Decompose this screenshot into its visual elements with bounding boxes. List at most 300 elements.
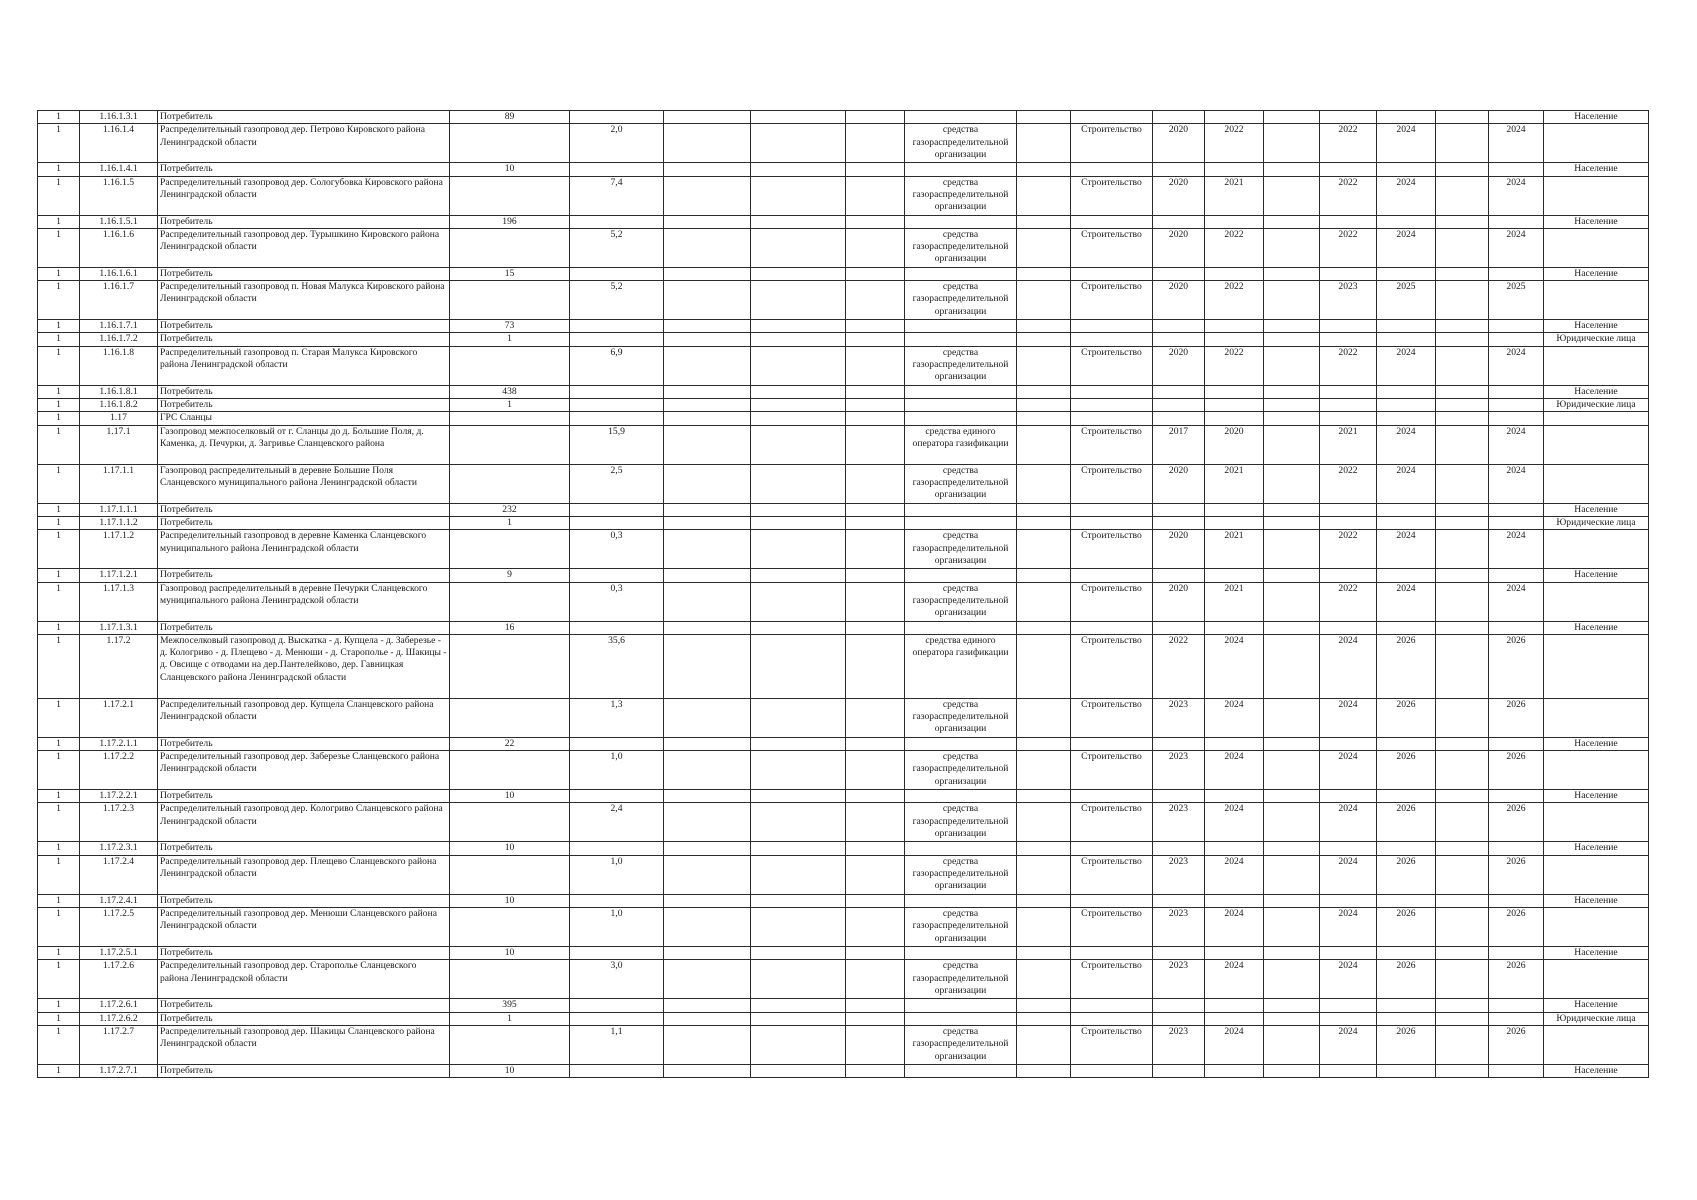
length-cell: 2,4 [570,803,664,842]
consumers-cell: 22 [450,737,570,750]
table-row [38,999,1649,1012]
stage2-start-cell [1320,947,1377,960]
stage2-end-cell: 2024 [1377,228,1436,267]
empty-cell [1436,228,1489,267]
start-year-cell: 2023 [1153,960,1205,999]
category-cell: Население [1544,163,1649,176]
commissioning-year-cell: 2024 [1489,176,1544,215]
empty-cell [1264,228,1320,267]
empty-cell [846,790,905,803]
name-cell: Потребитель [158,790,450,803]
empty-cell [1436,425,1489,464]
name-cell: Распределительный газопровод дер. Сологубовка Кировского района Ленинградской области [158,176,450,215]
empty-cell [846,842,905,855]
consumers-cell: 10 [450,947,570,960]
col-1-cell: 1 [38,425,80,464]
work-type-cell: Строительство [1071,855,1153,894]
table-row [38,464,1649,503]
table-row [38,634,1649,698]
empty-cell [664,621,751,634]
col-1-cell: 1 [38,803,80,842]
number-cell: 1.17.2.6.1 [80,999,158,1012]
name-cell: Распределительный газопровод дер. Заберезье Сланцевского района Ленинградской области [158,751,450,790]
funding-cell: средства газораспределительной организации [905,228,1017,267]
empty-cell [846,425,905,464]
number-cell: 1.16.1.4 [80,124,158,163]
table-row [38,855,1649,894]
work-type-cell [1071,999,1153,1012]
table-row [38,803,1649,842]
table-row [38,399,1649,412]
consumers-cell: 10 [450,842,570,855]
stage2-end-cell [1377,215,1436,228]
number-cell: 1.17.2.6 [80,960,158,999]
funding-cell: средства газораспределительной организации [905,751,1017,790]
empty-cell [1017,176,1071,215]
empty-cell [1436,698,1489,737]
start-year-cell: 2023 [1153,855,1205,894]
commissioning-year-cell [1489,1012,1544,1025]
stage2-end-cell: 2026 [1377,803,1436,842]
commissioning-year-cell [1489,947,1544,960]
commissioning-year-cell [1489,516,1544,529]
consumers-cell [450,855,570,894]
end-year-cell [1205,516,1264,529]
empty-cell [751,530,846,569]
stage2-start-cell: 2024 [1320,698,1377,737]
number-cell: 1.16.1.6 [80,228,158,267]
work-type-cell: Строительство [1071,908,1153,947]
consumers-cell [450,281,570,320]
empty-cell [664,790,751,803]
consumers-cell [450,124,570,163]
empty-cell [1264,698,1320,737]
empty-cell [1436,530,1489,569]
commissioning-year-cell: 2025 [1489,281,1544,320]
commissioning-year-cell [1489,399,1544,412]
consumers-cell: 232 [450,503,570,516]
empty-cell [1017,960,1071,999]
commissioning-year-cell [1489,1064,1544,1077]
start-year-cell [1153,569,1205,582]
length-cell [570,999,664,1012]
stage2-start-cell: 2024 [1320,803,1377,842]
empty-cell [1436,947,1489,960]
work-type-cell [1071,737,1153,750]
stage2-end-cell: 2026 [1377,855,1436,894]
name-cell: Потребитель [158,1012,450,1025]
empty-cell [1017,908,1071,947]
empty-cell [1436,999,1489,1012]
empty-cell [846,621,905,634]
empty-cell [846,215,905,228]
empty-cell [664,908,751,947]
empty-cell [1264,267,1320,280]
empty-cell [1436,737,1489,750]
category-cell [1544,803,1649,842]
empty-cell [1436,503,1489,516]
work-type-cell: Строительство [1071,1025,1153,1064]
end-year-cell [1205,320,1264,333]
empty-cell [1017,1064,1071,1077]
table-row [38,124,1649,163]
category-cell [1544,698,1649,737]
length-cell [570,385,664,398]
length-cell: 6,9 [570,346,664,385]
number-cell: 1.16.1.7 [80,281,158,320]
category-cell [1544,1025,1649,1064]
col-1-cell: 1 [38,698,80,737]
funding-cell [905,320,1017,333]
consumers-cell [450,464,570,503]
stage2-start-cell: 2024 [1320,908,1377,947]
category-cell: Население [1544,267,1649,280]
start-year-cell: 2020 [1153,176,1205,215]
number-cell: 1.16.1.6.1 [80,267,158,280]
empty-cell [1436,267,1489,280]
end-year-cell: 2021 [1205,464,1264,503]
start-year-cell [1153,320,1205,333]
work-type-cell [1071,1012,1153,1025]
commissioning-year-cell: 2026 [1489,908,1544,947]
empty-cell [846,281,905,320]
work-type-cell: Строительство [1071,228,1153,267]
work-type-cell: Строительство [1071,698,1153,737]
end-year-cell [1205,842,1264,855]
col-1-cell: 1 [38,412,80,425]
end-year-cell: 2024 [1205,1025,1264,1064]
end-year-cell [1205,215,1264,228]
funding-cell: средства газораспределительной организации [905,124,1017,163]
col-1-cell: 1 [38,894,80,907]
category-cell: Население [1544,999,1649,1012]
name-cell: Потребитель [158,999,450,1012]
funding-cell [905,842,1017,855]
empty-cell [751,960,846,999]
table-row [38,346,1649,385]
empty-cell [846,908,905,947]
stage2-end-cell: 2024 [1377,124,1436,163]
empty-cell [664,516,751,529]
consumers-cell: 1 [450,1012,570,1025]
start-year-cell: 2020 [1153,464,1205,503]
category-cell [1544,281,1649,320]
table-row [38,1012,1649,1025]
empty-cell [751,320,846,333]
empty-cell [664,281,751,320]
table-row [38,516,1649,529]
empty-cell [1264,346,1320,385]
number-cell: 1.17.2.5 [80,908,158,947]
col-1-cell: 1 [38,399,80,412]
empty-cell [1017,1012,1071,1025]
end-year-cell: 2024 [1205,855,1264,894]
start-year-cell [1153,267,1205,280]
col-1-cell: 1 [38,582,80,621]
funding-cell [905,999,1017,1012]
end-year-cell [1205,503,1264,516]
empty-cell [1264,503,1320,516]
empty-cell [846,960,905,999]
empty-cell [846,228,905,267]
empty-cell [1017,621,1071,634]
table-row [38,228,1649,267]
start-year-cell: 2017 [1153,425,1205,464]
number-cell: 1.17.2.1.1 [80,737,158,750]
empty-cell [664,855,751,894]
name-cell: Потребитель [158,621,450,634]
start-year-cell: 2020 [1153,346,1205,385]
empty-cell [664,894,751,907]
funding-cell: средства газораспределительной организации [905,803,1017,842]
empty-cell [1436,1025,1489,1064]
name-cell: Потребитель [158,163,450,176]
empty-cell [664,842,751,855]
table-row [38,163,1649,176]
stage2-end-cell: 2025 [1377,281,1436,320]
work-type-cell: Строительство [1071,634,1153,698]
funding-cell: средства газораспределительной организации [905,855,1017,894]
funding-cell [905,503,1017,516]
consumers-cell [450,582,570,621]
name-cell: Потребитель [158,333,450,346]
name-cell: Потребитель [158,267,450,280]
empty-cell [1017,894,1071,907]
category-cell: Население [1544,621,1649,634]
stage2-start-cell: 2022 [1320,176,1377,215]
empty-cell [1017,346,1071,385]
empty-cell [846,1025,905,1064]
length-cell [570,111,664,124]
number-cell: 1.17.2.6.2 [80,1012,158,1025]
name-cell: ГРС Сланцы [158,412,450,425]
empty-cell [846,412,905,425]
work-type-cell [1071,333,1153,346]
number-cell: 1.17.2.3 [80,803,158,842]
col-1-cell: 1 [38,124,80,163]
commissioning-year-cell [1489,163,1544,176]
empty-cell [1017,803,1071,842]
empty-cell [1017,464,1071,503]
empty-cell [1264,281,1320,320]
empty-cell [1264,894,1320,907]
empty-cell [1017,385,1071,398]
empty-cell [1436,582,1489,621]
empty-cell [751,385,846,398]
table-row [38,569,1649,582]
empty-cell [664,399,751,412]
consumers-cell: 395 [450,999,570,1012]
stage2-end-cell: 2026 [1377,908,1436,947]
number-cell: 1.17.2.1 [80,698,158,737]
length-cell: 0,3 [570,530,664,569]
consumers-cell [450,346,570,385]
number-cell: 1.16.1.5 [80,176,158,215]
length-cell [570,267,664,280]
commissioning-year-cell [1489,842,1544,855]
empty-cell [846,163,905,176]
start-year-cell: 2023 [1153,908,1205,947]
table-row [38,908,1649,947]
end-year-cell: 2022 [1205,281,1264,320]
empty-cell [751,1025,846,1064]
start-year-cell: 2020 [1153,582,1205,621]
empty-cell [846,346,905,385]
empty-cell [1017,737,1071,750]
start-year-cell [1153,621,1205,634]
start-year-cell [1153,999,1205,1012]
start-year-cell: 2023 [1153,698,1205,737]
commissioning-year-cell: 2026 [1489,855,1544,894]
category-cell [1544,425,1649,464]
empty-cell [664,228,751,267]
col-1-cell: 1 [38,281,80,320]
table-row [38,530,1649,569]
stage2-end-cell [1377,412,1436,425]
length-cell [570,1012,664,1025]
length-cell [570,399,664,412]
length-cell [570,163,664,176]
commissioning-year-cell [1489,412,1544,425]
number-cell: 1.17.1.1.2 [80,516,158,529]
table-row [38,1064,1649,1077]
stage2-end-cell [1377,621,1436,634]
empty-cell [846,751,905,790]
empty-cell [751,790,846,803]
number-cell: 1.17.2.4 [80,855,158,894]
empty-cell [664,176,751,215]
empty-cell [1017,399,1071,412]
consumers-cell: 10 [450,894,570,907]
consumers-cell: 1 [450,399,570,412]
consumers-cell [450,412,570,425]
table-body [38,111,1649,1078]
empty-cell [1436,960,1489,999]
empty-cell [664,1012,751,1025]
empty-cell [846,530,905,569]
stage2-end-cell [1377,947,1436,960]
stage2-start-cell [1320,1064,1377,1077]
category-cell: Население [1544,569,1649,582]
stage2-start-cell: 2022 [1320,582,1377,621]
empty-cell [664,346,751,385]
end-year-cell: 2022 [1205,124,1264,163]
name-cell: Межпоселковый газопровод д. Выскатка - д. Купцела - д. Заберезье - д. Кологриво - д. Плещево - д. Менюши - д. Старополье - д. Шакицы - д. Овсище с отводами на дер.Пантелейково, дер. Гавницкая Сланцевского района Ленинградской области [158,634,450,698]
funding-cell [905,267,1017,280]
empty-cell [846,399,905,412]
end-year-cell [1205,621,1264,634]
funding-cell [905,412,1017,425]
start-year-cell [1153,790,1205,803]
consumers-cell: 73 [450,320,570,333]
work-type-cell [1071,503,1153,516]
end-year-cell [1205,947,1264,960]
empty-cell [1436,1012,1489,1025]
empty-cell [751,894,846,907]
number-cell: 1.17.1.1.1 [80,503,158,516]
col-1-cell: 1 [38,267,80,280]
work-type-cell [1071,267,1153,280]
empty-cell [664,385,751,398]
funding-cell: средства газораспределительной организации [905,1025,1017,1064]
category-cell: Население [1544,842,1649,855]
length-cell [570,947,664,960]
consumers-cell [450,228,570,267]
stage2-start-cell: 2022 [1320,530,1377,569]
commissioning-year-cell [1489,621,1544,634]
category-cell [1544,855,1649,894]
commissioning-year-cell [1489,333,1544,346]
number-cell: 1.16.1.3.1 [80,111,158,124]
empty-cell [1436,634,1489,698]
end-year-cell: 2024 [1205,634,1264,698]
empty-cell [751,163,846,176]
name-cell: Распределительный газопровод дер. Кологриво Сланцевского района Ленинградской области [158,803,450,842]
funding-cell: средства газораспределительной организации [905,281,1017,320]
consumers-cell: 438 [450,385,570,398]
category-cell: Население [1544,215,1649,228]
stage2-start-cell: 2021 [1320,425,1377,464]
col-1-cell: 1 [38,842,80,855]
consumers-cell [450,908,570,947]
empty-cell [751,228,846,267]
empty-cell [751,803,846,842]
empty-cell [1017,569,1071,582]
commissioning-year-cell: 2026 [1489,1025,1544,1064]
stage2-start-cell [1320,516,1377,529]
category-cell: Юридические лица [1544,516,1649,529]
start-year-cell: 2020 [1153,530,1205,569]
number-cell: 1.17.1 [80,425,158,464]
empty-cell [751,124,846,163]
empty-cell [664,124,751,163]
empty-cell [751,908,846,947]
stage2-start-cell [1320,412,1377,425]
empty-cell [664,582,751,621]
name-cell: Распределительный газопровод дер. Шакицы Сланцевского района Ленинградской области [158,1025,450,1064]
empty-cell [1017,582,1071,621]
col-1-cell: 1 [38,163,80,176]
end-year-cell [1205,1012,1264,1025]
empty-cell [751,425,846,464]
funding-cell [905,333,1017,346]
category-cell [1544,751,1649,790]
length-cell [570,503,664,516]
consumers-cell [450,698,570,737]
empty-cell [1017,751,1071,790]
col-1-cell: 1 [38,621,80,634]
name-cell: Распределительный газопровод дер. Петрово Кировского района Ленинградской области [158,124,450,163]
end-year-cell: 2024 [1205,803,1264,842]
funding-cell [905,569,1017,582]
stage2-end-cell: 2024 [1377,425,1436,464]
empty-cell [751,621,846,634]
commissioning-year-cell: 2024 [1489,425,1544,464]
empty-cell [751,855,846,894]
empty-cell [846,385,905,398]
stage2-start-cell [1320,215,1377,228]
stage2-start-cell: 2024 [1320,751,1377,790]
stage2-end-cell [1377,503,1436,516]
start-year-cell [1153,399,1205,412]
stage2-end-cell [1377,320,1436,333]
commissioning-year-cell: 2026 [1489,698,1544,737]
number-cell: 1.16.1.7.2 [80,333,158,346]
empty-cell [1264,412,1320,425]
table-row [38,842,1649,855]
empty-cell [1017,320,1071,333]
end-year-cell [1205,1064,1264,1077]
